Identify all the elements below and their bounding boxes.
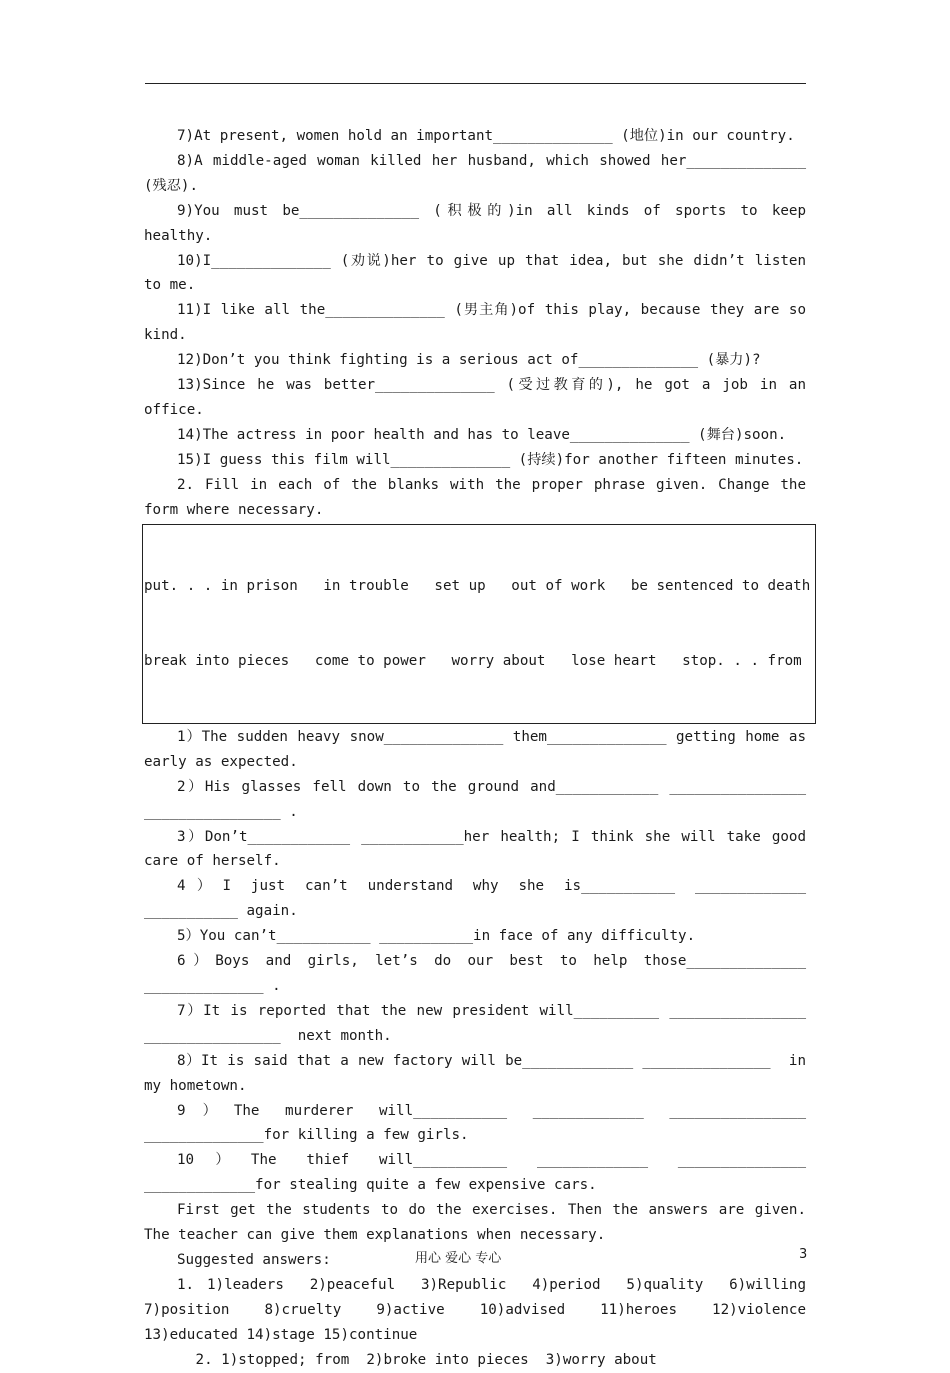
exercise-line: 5）You can’t___________ ___________in face of any difficulty. (177, 928, 696, 945)
exercise-line: 10）The thief will___________ _____________ _______________ _____________for stealing quite a few expensive cars. (144, 1152, 815, 1194)
exercise-line: 13)Since he was better______________ (受过教育的), he got a job in an office. (144, 377, 815, 418)
exercise-line: 6）Boys and girls, let’s do our best to help those______________ ______________ . (144, 953, 815, 994)
exercise-line: 14)The actress in poor health and has to leave______________ (舞台)soon. (177, 426, 787, 443)
exercise-line: 8）It is said that a new factory will be_____________ _______________ in my hometown. (144, 1052, 815, 1094)
exercise-line: 15)I guess this film will______________ (持续)for another fifteen minutes. (177, 451, 804, 468)
phrase-box-line: put. . . in prison in trouble set up out of work be sentenced to death (144, 578, 811, 595)
answers-part-1: 1. 1)leaders 2)peaceful 3)Republic 4)period 5)quality 6)willing 7)position 8)cruelty 9)active 10)advised 11)heroes 12)violence 13)educated 14)stage 15)continue (144, 1276, 815, 1343)
exercise-line: 9)You must be______________ (积极的)in all kinds of sports to keep healthy. (144, 202, 815, 244)
section-instruction: 2. Fill in each of the blanks with the proper phrase given. Change the form where necessary. (144, 476, 815, 518)
exercise-line: 7）It is reported that the new president will__________ ________________ ________________ next month. (144, 1002, 815, 1044)
exercise-line: 10)I______________ (劝说)her to give up that idea, but she didn’t listen to me. (144, 252, 815, 294)
exercise-line: 2）His glasses fell down to the ground and____________ ________________ ________________ . (144, 778, 815, 820)
exercise-line: 12)Don’t you think fighting is a serious act of______________ (暴力)? (177, 352, 761, 369)
footer-motto: 用心 爱心 专心 (415, 1251, 502, 1266)
exercise-line: 4）I just can’t understand why she is___________ _____________ ___________ again. (144, 878, 815, 920)
exercise-line: 1）The sudden heavy snow______________ them______________ getting home as early as expected. (144, 728, 815, 770)
answers-part-2: 2. 1)stopped; from 2)broke into pieces 3)worry about (187, 1351, 657, 1368)
phrase-box (142, 524, 816, 724)
teacher-note: First get the students to do the exercises. Then the answers are given. The teacher can give them explanations when necessary. (144, 1202, 815, 1244)
exercise-line: 11)I like all the______________ (男主角)of this play, because they are so kind. (144, 302, 815, 344)
answers-heading: Suggested answers: (177, 1251, 331, 1268)
phrase-box-line: break into pieces come to power worry about lose heart stop. . . from (144, 652, 802, 669)
exercise-line: 8)A middle-aged woman killed her husband, which showed her______________ (残忍). (144, 152, 815, 194)
page-number: 3 (799, 1247, 808, 1262)
exercise-line: 7)At present, women hold an important______________ (地位)in our country. (177, 128, 795, 144)
document-body (144, 124, 815, 1373)
exercise-line: 3）Don’t____________ ____________her health; I think she will take good care of herself. (144, 828, 815, 870)
header-rule (145, 83, 806, 84)
exercise-line: 9）The murderer will___________ _____________ ________________ ______________for killing a few girls. (144, 1102, 815, 1144)
